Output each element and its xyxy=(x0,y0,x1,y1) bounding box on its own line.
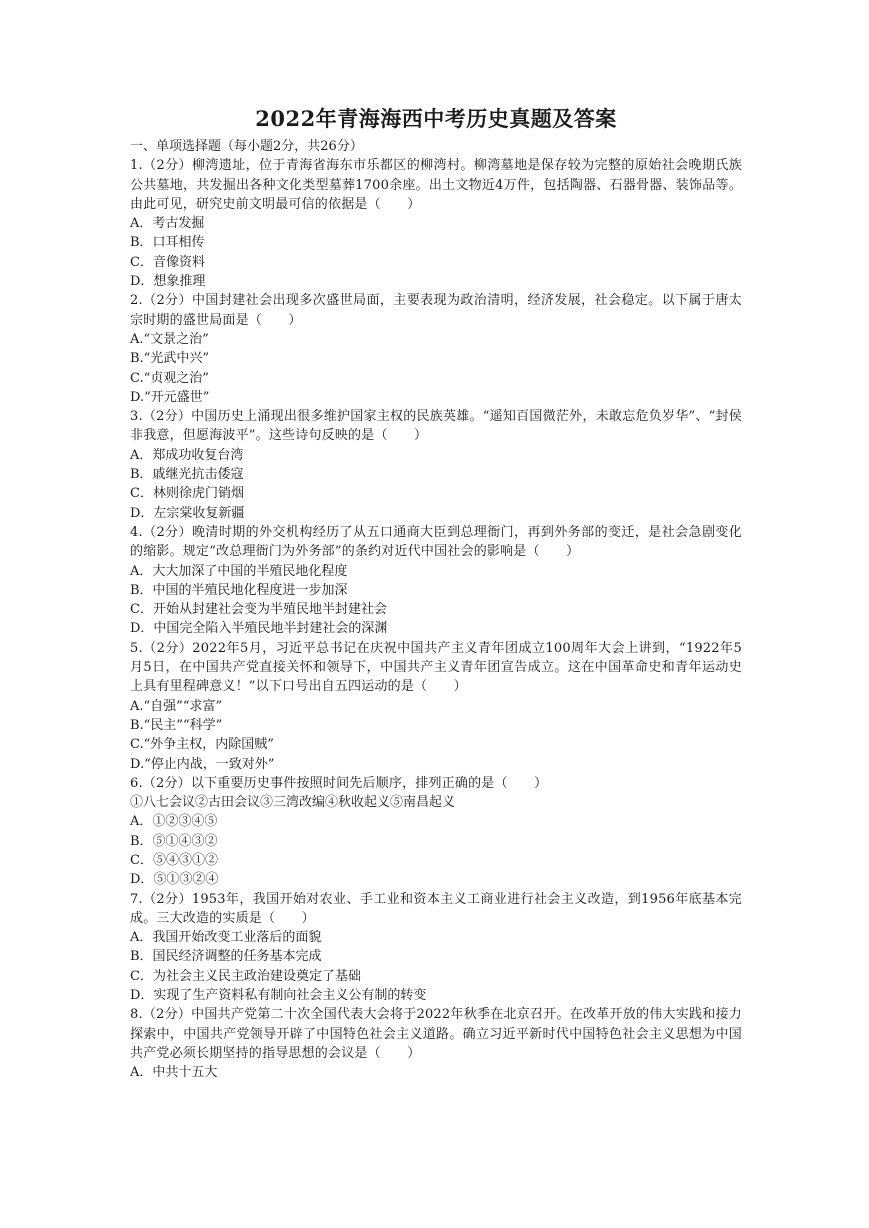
option-b: B．戚继光抗击倭寇 xyxy=(130,467,244,483)
question-3 xyxy=(130,407,742,523)
option-a: A．考古发掘 xyxy=(130,216,205,232)
option-list xyxy=(130,812,742,889)
option-c: C．⑤④③①② xyxy=(130,852,218,868)
option-d: D．⑤①③②④ xyxy=(130,872,219,888)
option-d: D．实现了生产资料私有制向社会主义公有制的转变 xyxy=(130,988,427,1004)
option-b: B．⑤①④③② xyxy=(130,833,218,849)
question-6 xyxy=(130,774,742,890)
option-d: D.“停止内战，一致对外” xyxy=(130,756,275,772)
event-sequence: ①八七会议②古田会议③三湾改编④秋收起义⑤南昌起义 xyxy=(130,795,456,811)
question-stem: 2.（2分）中国封建社会出现多次盛世局面，主要表现为政治清明，经济发展，社会稳定。以下属于唐太宗时期的盛世局面是（ ） xyxy=(130,293,742,328)
question-stem: 1.（2分）柳湾遗址，位于青海省海东市乐都区的柳湾村。柳湾墓地是保存较为完整的原始社会晚期氏族公共墓地，共发掘出各种文化类型墓葬1700余座。出土文物近4万件，包括陶器、石器骨器、装饰品等。由此可见，研究史前文明最可信的依据是（ ） xyxy=(130,158,742,212)
option-list xyxy=(130,330,742,407)
option-list xyxy=(130,697,742,774)
option-a: A.“自强”“求富” xyxy=(130,698,223,714)
question-7 xyxy=(130,890,742,1006)
option-list xyxy=(130,562,742,639)
question-2 xyxy=(130,291,742,407)
option-list xyxy=(130,1063,742,1082)
option-a: A．我国开始改变工业落后的面貌 xyxy=(130,930,322,946)
option-c: C．音像资料 xyxy=(130,254,205,270)
option-list xyxy=(130,214,742,291)
option-c: C.“贞观之治” xyxy=(130,370,209,386)
option-list xyxy=(130,928,742,1005)
option-list xyxy=(130,446,742,523)
question-stem: 7.（2分）1953年，我国开始对农业、手工业和资本主义工商业进行社会主义改造，到1956年底基本完成。三大改造的实质是（ ） xyxy=(130,891,742,926)
option-b: B．口耳相传 xyxy=(130,235,205,251)
option-d: D．想象推理 xyxy=(130,274,206,290)
question-stem: 3.（2分）中国历史上涌现出很多维护国家主权的民族英雄。“遥知百国微茫外，未敢忘危负岁华”、“封侯非我意，但愿海波平”。这些诗句反映的是（ ） xyxy=(130,409,742,444)
question-stem: 5.（2分）2022年5月，习近平总书记在庆祝中国共产主义青年团成立100周年大会上讲到，“1922年5月5日，在中国共产党直接关怀和领导下，中国共产主义青年团宣告成立。这在中国革命史和青年运动史上具有里程碑意义！”以下口号出自五四运动的是（ ） xyxy=(130,640,742,695)
question-1 xyxy=(130,156,742,291)
option-c: C.“外争主权，内除国贼” xyxy=(130,737,274,753)
option-a: A．大大加深了中国的半殖民地化程度 xyxy=(130,563,348,579)
question-stem: 6.（2分）以下重要历史事件按照时间先后顺序，排列正确的是（ ） xyxy=(130,775,548,791)
question-4 xyxy=(130,523,742,639)
section-heading: 一、单项选择题（每小题2分，共26分） xyxy=(130,139,363,154)
question-8 xyxy=(130,1005,742,1082)
option-b: B.“光武中兴” xyxy=(130,351,209,367)
question-5 xyxy=(130,639,742,774)
option-b: B.“民主”“科学” xyxy=(130,717,223,733)
document-title: 2022年青海海西中考历史真题及答案 xyxy=(255,106,617,131)
option-b: B．中国的半殖民地化程度进一步加深 xyxy=(130,582,348,598)
question-stem: 8.（2分）中国共产党第二十次全国代表大会将于2022年秋季在北京召开。在改革开放的伟大实践和接力探索中，中国共产党领导开辟了中国特色社会主义道路。确立习近平新时代中国特色社会主义思想为中国共产党必须长期坚持的指导思想的会议是（ ） xyxy=(130,1007,742,1061)
option-a: A．中共十五大 xyxy=(130,1065,218,1081)
option-b: B．国民经济调整的任务基本完成 xyxy=(130,949,322,965)
question-stem: 4.（2分）晚清时期的外交机构经历了从五口通商大臣到总理衙门，再到外务部的变迁，是社会急剧变化的缩影。规定“改总理衙门为外务部”的条约对近代中国社会的影响是（ ） xyxy=(130,524,742,560)
exam-page xyxy=(130,104,742,1083)
option-d: D．左宗棠收复新疆 xyxy=(130,505,245,521)
option-d: D．中国完全陷入半殖民地半封建社会的深渊 xyxy=(130,621,388,637)
option-c: C．开始从封建社会变为半殖民地半封建社会 xyxy=(130,602,387,618)
option-d: D.“开元盛世” xyxy=(130,389,210,405)
option-c: C．林则徐虎门销烟 xyxy=(130,486,244,502)
option-a: A．①②③④⑤ xyxy=(130,814,218,830)
option-a: A.“文景之治” xyxy=(130,331,209,347)
option-a: A．郑成功收复台湾 xyxy=(130,447,244,463)
option-c: C．为社会主义民主政治建设奠定了基础 xyxy=(130,968,361,984)
